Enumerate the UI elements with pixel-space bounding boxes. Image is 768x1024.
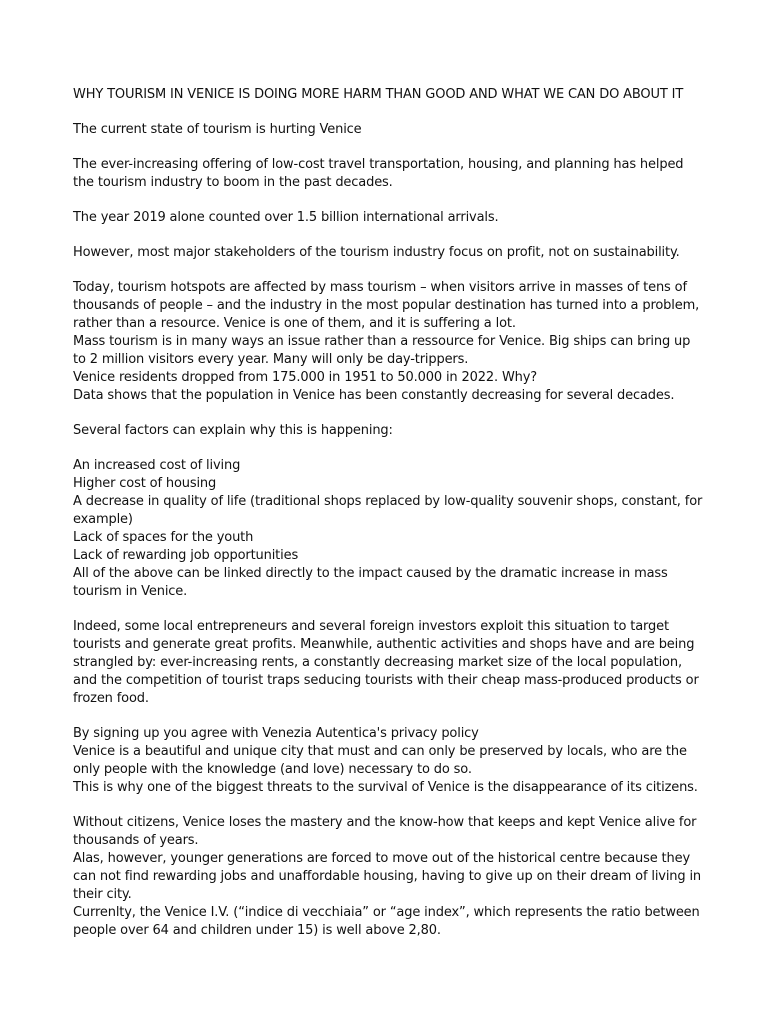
document-line: A decrease in quality of life (traditional shops replaced by low-quality souvenir shops, constant, for example) [73, 494, 703, 527]
document-line: Alas, however, younger generations are forced to move out of the historical centre because they can not find rewarding jobs and unaffordable housing, having to give up on their dream of living in their city. [73, 851, 702, 902]
paragraph-spacer [73, 405, 703, 422]
document-line: The year 2019 alone counted over 1.5 billion international arrivals. [73, 210, 499, 225]
document-line: Venice residents dropped from 175.000 in 1951 to 50.000 in 2022. Why? [73, 370, 538, 385]
document-line: An increased cost of living [73, 458, 241, 473]
document-line: This is why one of the biggest threats to the survival of Venice is the disappearance of its citizens. [73, 780, 698, 795]
paragraph-spacer [73, 104, 703, 121]
document-line: Currenlty, the Venice I.V. (“indice di vecchiaia” or “age index”, which represents the ratio between people over 64 and children under 15) is well above 2,80. [73, 905, 700, 938]
document-line: However, most major stakeholders of the tourism industry focus on profit, not on sustainability. [73, 245, 680, 260]
document-line: Several factors can explain why this is happening: [73, 423, 393, 438]
document-body [73, 86, 703, 940]
document-line: Data shows that the population in Venice has been constantly decreasing for several decades. [73, 388, 675, 403]
paragraph-spacer [73, 139, 703, 156]
paragraph-spacer [73, 262, 703, 279]
paragraph-spacer [73, 227, 703, 244]
document-title: WHY TOURISM IN VENICE IS DOING MORE HARM THAN GOOD AND WHAT WE CAN DO ABOUT IT [73, 87, 684, 102]
document-line: By signing up you agree with Venezia Autentica's privacy policy [73, 726, 479, 741]
document-line: Venice is a beautiful and unique city that must and can only be preserved by locals, who are the only people with the knowledge (and love) necessary to do so. [73, 744, 687, 777]
document-line: Indeed, some local entrepreneurs and several foreign investors exploit this situation to target tourists and generate great profits. Meanwhile, authentic activities and shops have and are being strangled by: ever-increasing rents, a constantly decreasing market size of the local population, and the competition of tourist traps seducing tourists with their cheap mass-produced products or frozen food. [73, 619, 699, 706]
document-line: The current state of tourism is hurting Venice [73, 122, 362, 137]
document-line: Mass tourism is in many ways an issue rather than a ressource for Venice. Big ships can bring up to 2 million visitors every year. Many will only be day-trippers. [73, 334, 691, 367]
paragraph-spacer [73, 708, 703, 725]
document-line: Lack of rewarding job opportunities [73, 548, 299, 563]
document-line: Higher cost of housing [73, 476, 217, 491]
document-line: All of the above can be linked directly to the impact caused by the dramatic increase in mass tourism in Venice. [73, 566, 668, 599]
paragraph-spacer [73, 440, 703, 457]
paragraph-spacer [73, 192, 703, 209]
document-line: Without citizens, Venice loses the mastery and the know-how that keeps and kept Venice alive for thousands of years. [73, 815, 697, 848]
document-line: Lack of spaces for the youth [73, 530, 254, 545]
paragraph-spacer [73, 601, 703, 618]
document-line: The ever-increasing offering of low-cost travel transportation, housing, and planning has helped the tourism industry to boom in the past decades. [73, 157, 684, 190]
document-line: Today, tourism hotspots are affected by mass tourism – when visitors arrive in masses of tens of thousands of people – and the industry in the most popular destination has turned into a problem, rather than a resource. Venice is one of them, and it is suffering a lot. [73, 280, 700, 331]
paragraph-spacer [73, 797, 703, 814]
